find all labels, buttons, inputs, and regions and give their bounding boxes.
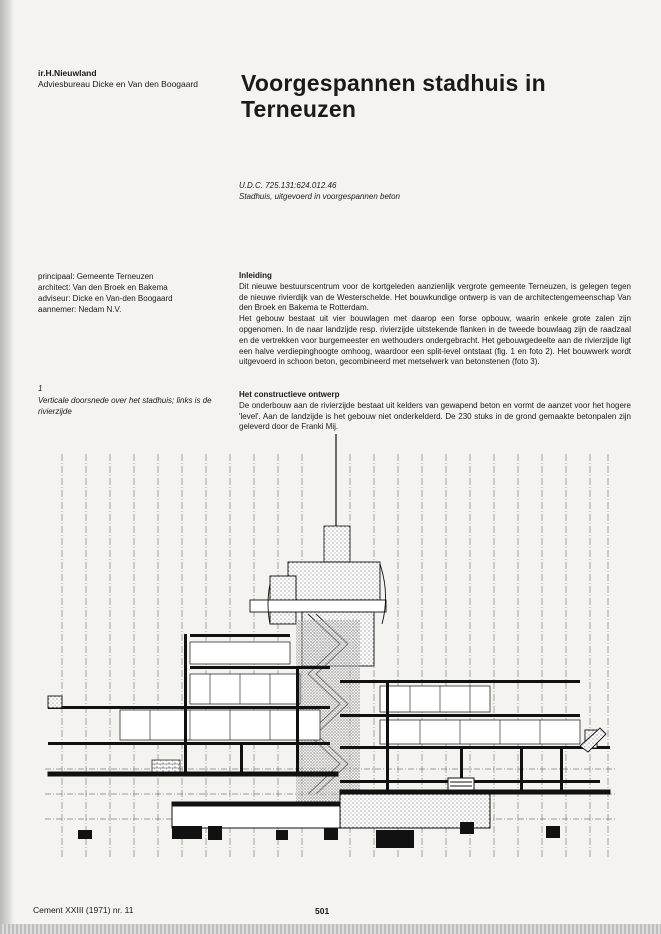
section-heading: Het constructieve ontwerp <box>239 390 340 399</box>
section-inleiding <box>239 271 631 368</box>
paragraph: Dit nieuwe bestuurscentrum voor de kortgeleden aanzienlijk vergrote gemeente Terneuzen, is gelegen tegen de nieuwe rivierdijk van de Westerschelde. Het bouwkundige ontwerp is van de architectengemeenschap Van den Broek en Bakema te Rotterdam. <box>239 281 631 313</box>
credit-line: principaal: Gemeente Terneuzen <box>38 272 154 281</box>
figure-number: 1 <box>38 384 43 393</box>
antenna-mast <box>324 434 350 562</box>
credit-line: aannemer: Nedam N.V. <box>38 305 122 314</box>
figure-caption: Verticale doorsnede over het stadhuis; links is de rivierzijde <box>38 396 212 416</box>
paragraph: Het gebouw bestaat uit vier bouwlagen met daarop een forse opbouw, waarin enkele grote zalen zijn opgenomen. In de naar landzijde resp. rivierzijde uitstekende flanken in de tweede bouwlaag zijn de raadzaal en de vertrekken voor burgemeester en wethouders ondergebracht. Het gebouwgedeelte aan de rivierzijde ligt een halve verdiepinghoogte omhoog, waardoor een split-level ontstaat (fig. 1 en foto 2). Het bouwwerk wordt uitgevoerd in schoon beton, gecombineerd met metselwerk van betonstenen (foto 3). <box>239 314 631 367</box>
udc-block <box>239 180 400 202</box>
credit-line: adviseur: Dicke en Van-den Boogaard <box>38 294 173 303</box>
paragraph: De onderbouw aan de rivierzijde bestaat uit kelders van gewapend beton en vormt de aanzet voor het hogere 'level'. Aan de landzijde is het gebouw niet onderkelderd. De 230 stuks in de grond gemaakte betonpalen zijn geleverd door de Franki Mij. <box>239 400 631 432</box>
credit-line: architect: Van den Broek en Bakema <box>38 283 168 292</box>
page-number: 501 <box>315 906 330 916</box>
project-credits <box>38 271 173 315</box>
section-drawing <box>40 434 620 874</box>
section-heading: Inleiding <box>239 271 272 280</box>
scan-edge-left <box>0 0 14 934</box>
article-title: Voorgespannen stadhuis in Terneuzen <box>241 70 546 122</box>
udc-subtitle: Stadhuis, uitgevoerd in voorgespannen beton <box>239 192 401 201</box>
udc-code: U.D.C. 725.131:624.012.46 <box>239 181 337 190</box>
scan-edge-bottom <box>0 924 661 934</box>
author-name: ir.H.Nieuwland <box>38 68 97 78</box>
section-constructief <box>239 390 631 433</box>
journal-footer: Cement XXIII (1971) nr. 11 <box>33 905 134 915</box>
author-affiliation: Adviesbureau Dicke en Van den Boogaard <box>38 79 199 89</box>
